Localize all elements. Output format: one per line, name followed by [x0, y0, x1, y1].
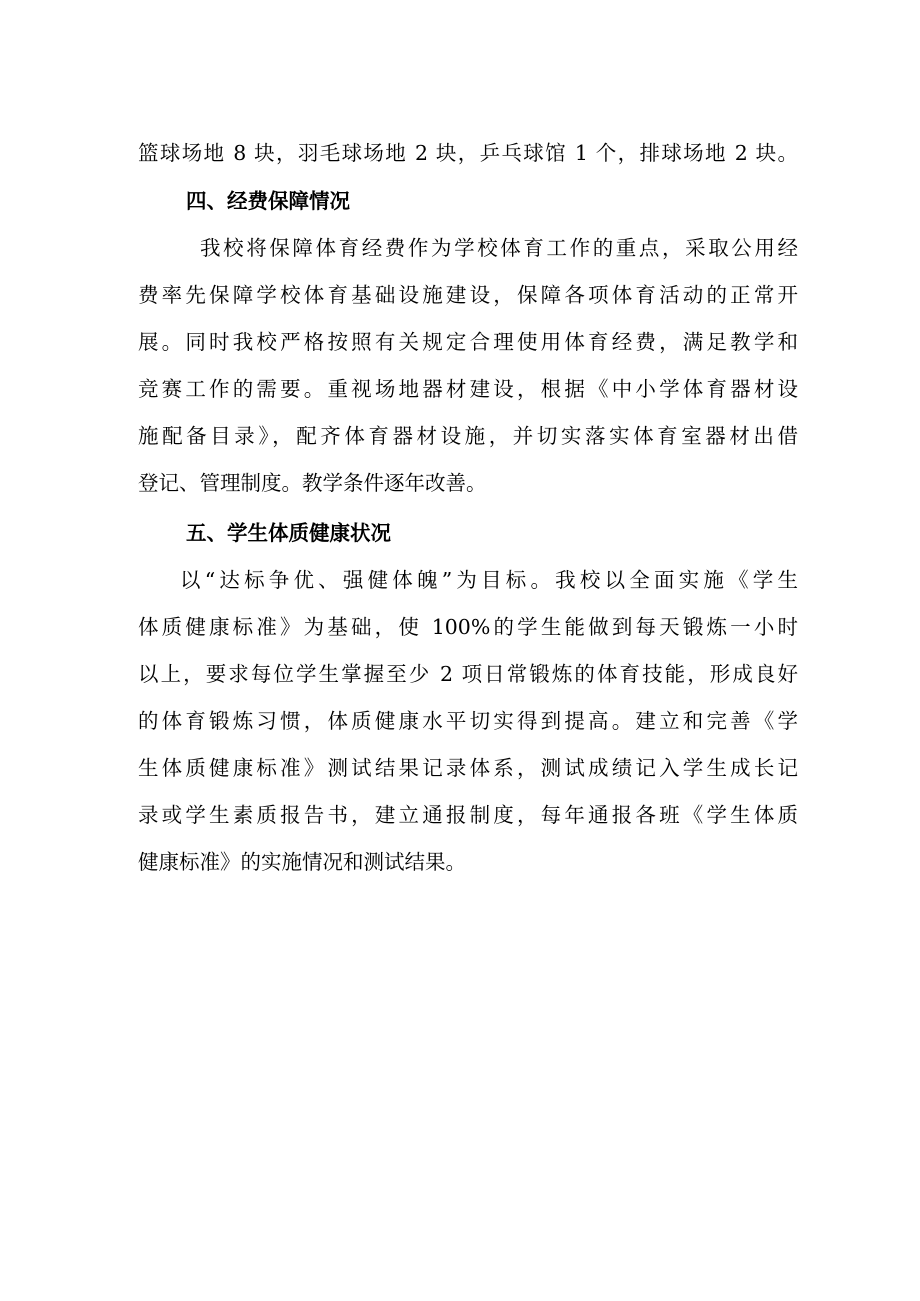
- body-line: 的体育锻炼习惯，体质健康水平切实得到提高。建立和完善《学: [138, 709, 798, 733]
- body-line: 录或学生素质报告书，建立通报制度，每年通报各班《学生体质: [138, 803, 798, 827]
- body-line: 我校将保障体育经费作为学校体育工作的重点，采取公用经: [200, 236, 798, 260]
- body-line: 以上，要求每位学生掌握至少 2 项日常锻炼的体育技能，形成良好: [138, 662, 798, 686]
- body-line: 健康标准》的实施情况和测试结果。: [138, 850, 466, 874]
- body-line: 展。同时我校严格按照有关规定合理使用体育经费，满足教学和: [138, 330, 798, 354]
- body-line: 体质健康标准》为基础，使 100%的学生能做到每天锻炼一小时: [138, 615, 798, 639]
- body-line: 篮球场地 8 块，羽毛球场地 2 块，乒乓球馆 1 个，排球场地 2 块。: [138, 141, 798, 165]
- body-line: 以“达标争优、强健体魄”为目标。我校以全面实施《学生: [180, 568, 798, 592]
- body-line: 登记、管理制度。教学条件逐年改善。: [138, 471, 487, 495]
- body-line: 费率先保障学校体育基础设施建设，保障各项体育活动的正常开: [138, 283, 798, 307]
- body-line: 施配备目录》，配齐体育器材设施，并切实落实体育室器材出借: [138, 424, 798, 448]
- section-heading-funding: 四、经费保障情况: [186, 189, 350, 213]
- body-line: 生体质健康标准》测试结果记录体系，测试成绩记入学生成长记: [138, 756, 798, 780]
- section-heading-health: 五、学生体质健康状况: [186, 521, 391, 545]
- body-line: 竞赛工作的需要。重视场地器材建设，根据《中小学体育器材设: [138, 377, 798, 401]
